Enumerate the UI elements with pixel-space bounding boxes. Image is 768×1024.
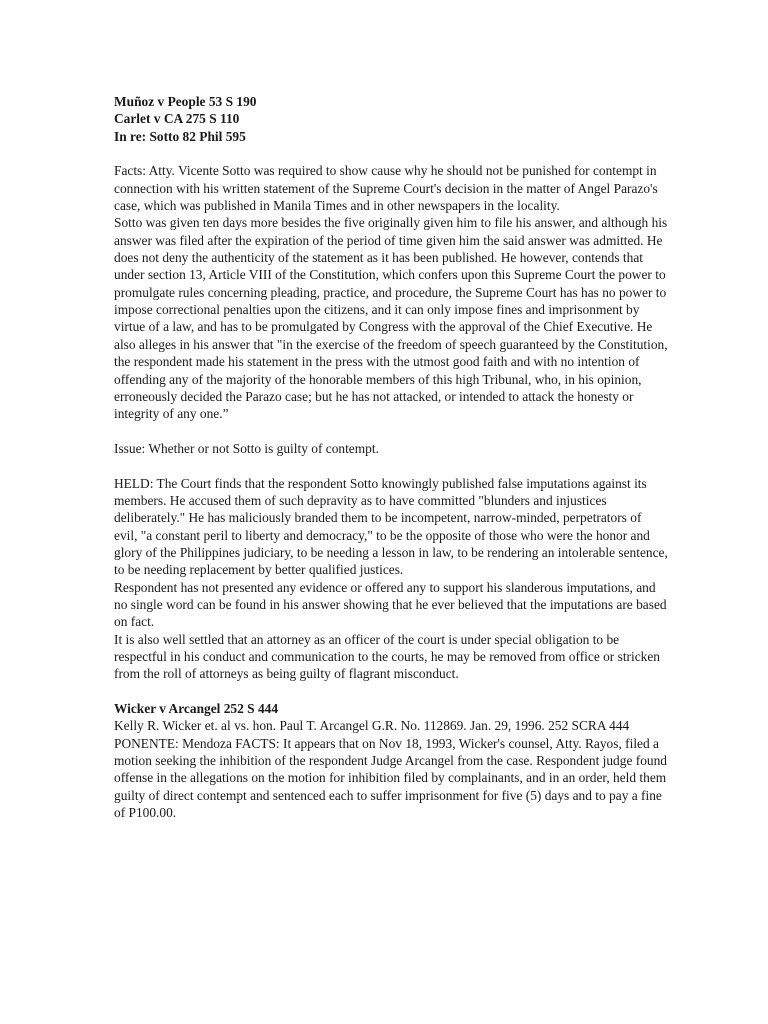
held-evidence-paragraph: Respondent has not presented any evidence or offered any to support his slanderous imputations, and no single word can be found in his answer showing that he ever believed that the imputations are based on fact.: [114, 579, 667, 630]
held-paragraph: HELD: The Court finds that the respondent Sotto knowingly published false imputations against its members. He accused them of such depravity as to have committed "blunders and injustices deliberately." He has maliciously branded them to be incompetent, narrow-minded, perpetrators of evil, "a constant peril to liberty and democracy," to be the opposite of those who were the honor and glory of the Philippines judiciary, to be needing a lesson in law, to be rendering an intolerable sentence, to be needing replacement by better qualified justices.: [114, 475, 668, 578]
wicker-body-paragraph: Kelly R. Wicker et. al vs. hon. Paul T. Arcangel G.R. No. 112869. Jan. 29, 1996. 252 SCRA 444 PONENTE: Mendoza FACTS: It appears that on Nov 18, 1993, Wicker's counsel, Atty. Rayos, filed a motion seeking the inhibition of the respondent Judge Arcangel from the case. Respondent judge found offense in the allegations on the motion for inhibition filed by complainants, and in an order, held them guilty of direct contempt and sentenced each to suffer imprisonment for five (5) days and to pay a fine of P100.00.: [114, 718, 667, 821]
spacer: [114, 145, 668, 162]
spacer: [114, 457, 668, 474]
spacer: [114, 423, 668, 440]
case-heading-munoz: Muñoz v People 53 S 190: [114, 94, 257, 109]
facts-continued-paragraph: Sotto was given ten days more besides the five originally given him to file his answer, and although his answer was filed after the expiration of the period of time given him the said answer was admitted. He does not deny the authenticity of the statement as it has been published. He however, contends that under section 13, Article VIII of the Constitution, which confers upon this Supreme Court the power to promulgate rules concerning pleading, practice, and procedure, the Supreme Court has has no power to impose correctional penalties upon the citizens, and it can only impose fines and imprisonment by virtue of a law, and has to be promulgated by Congress with the approval of the Chief Executive. He also alleges in his answer that "in the exercise of the freedom of speech guaranteed by the Constitution, the respondent made his statement in the press with the utmost good faith and with no intention of offending any of the majority of the honorable members of this high Tribunal, who, in his opinion, erroneously decided the Parazo case; but he has not attacked, or intended to attack the honesty or integrity of any one.”: [114, 215, 668, 422]
spacer: [114, 683, 668, 700]
facts-paragraph: Facts: Atty. Vicente Sotto was required to show cause why he should not be punished for contempt in connection with his written statement of the Supreme Court's decision in the matter of Angel Parazo's case, which was published in Manila Times and in other newspapers in the locality.: [114, 163, 658, 214]
case-heading-wicker: Wicker v Arcangel 252 S 444: [114, 701, 279, 717]
case-heading-carlet: Carlet v CA 275 S 110: [114, 111, 240, 127]
issue-paragraph: Issue: Whether or not Sotto is guilty of contempt.: [114, 440, 379, 456]
held-obligation-paragraph: It is also well settled that an attorney as an officer of the court is under special obligation to be respectful in his conduct and communication to the courts, he may be removed from office or stricken from the roll of attorneys as being guilty of flagrant misconduct.: [114, 631, 660, 682]
case-heading-sotto: In re: Sotto 82 Phil 595: [114, 128, 246, 144]
